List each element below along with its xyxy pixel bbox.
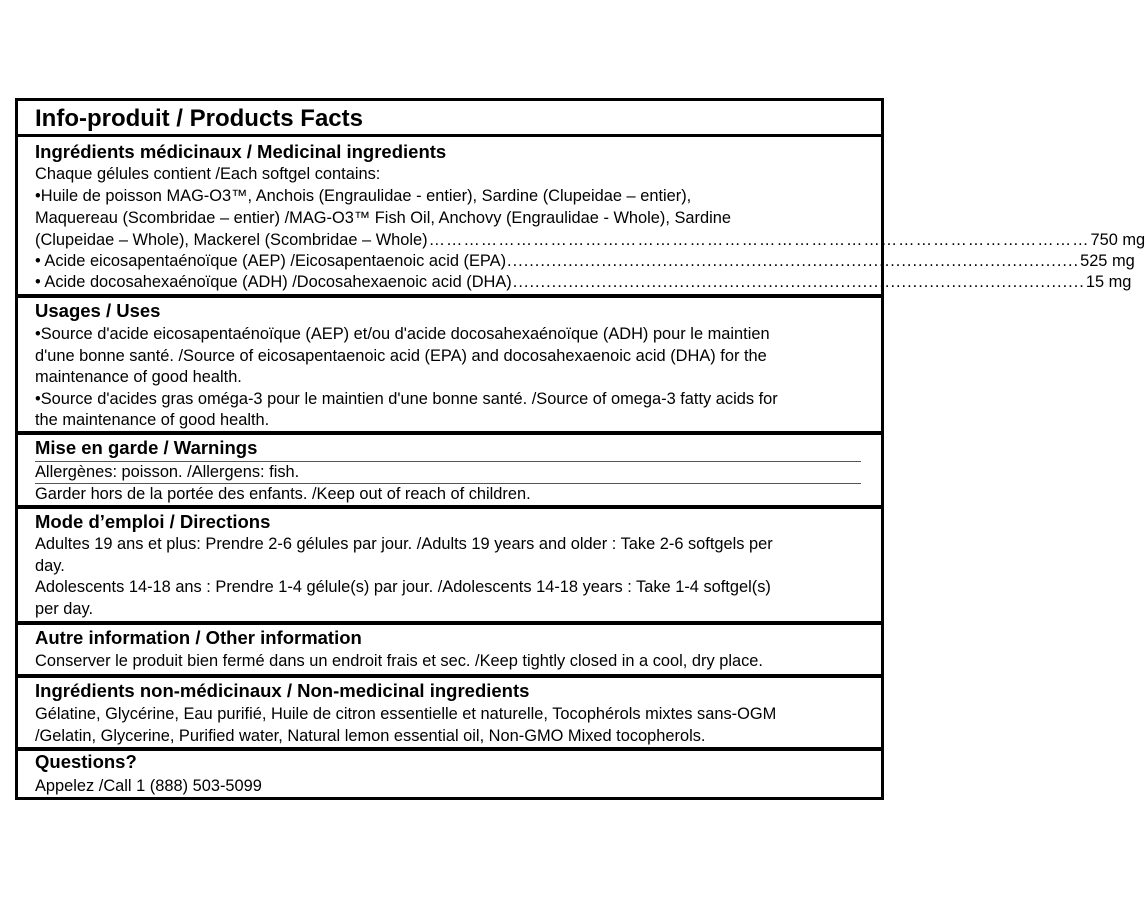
directions-line: day. (35, 557, 65, 575)
dot-leader: ....................................................................................................... (507, 252, 1080, 270)
nonmedicinal-ingredients-heading: Ingrédients non-médicinaux / Non-medicinal ingredients (35, 680, 530, 701)
dot-leader: ....................................................................................................... (512, 273, 1085, 291)
uses-line: •Source d'acides gras oméga-3 pour le maintien d'une bonne santé. /Source of omega-3 fatty acids for (35, 390, 778, 408)
facts-title-row (18, 101, 881, 137)
uses-heading: Usages / Uses (35, 300, 161, 321)
medicinal-ingredients-section (18, 137, 1145, 297)
ingredient-label: (Clupeidae – Whole), Mackerel (Scombridae – Whole) (35, 231, 428, 249)
warnings-line: Garder hors de la portée des enfants. /Keep out of reach of children. (35, 485, 531, 503)
ingredient-row-epa (35, 251, 1135, 271)
medicinal-oil-line: Maquereau (Scombridae – entier) /MAG-O3™ Fish Oil, Anchovy (Engraulidae - Whole), Sardine (35, 209, 731, 227)
ingredient-label: • Acide docosahexaénoïque (ADH) /Docosahexaenoic acid (DHA) (35, 273, 512, 291)
ingredient-amount: 15 mg (1085, 273, 1132, 291)
ingredient-label: • Acide eicosapentaénoïque (AEP) /Eicosapentaenoic acid (EPA) (35, 252, 507, 270)
nonmedicinal-ingredients-section (18, 678, 881, 746)
medicinal-oil-line: •Huile de poisson MAG-O3™, Anchois (Engraulidae - entier), Sardine (Clupeidae – entier), (35, 187, 692, 205)
facts-title: Info-produit / Products Facts (35, 105, 363, 132)
dot-leader: …………………………………………………………………………………………………… (428, 231, 1090, 249)
directions-line: per day. (35, 600, 94, 618)
uses-section (18, 298, 881, 428)
warnings-section (18, 435, 881, 505)
questions-section (18, 751, 881, 797)
other-information-line: Conserver le produit bien fermé dans un endroit frais et sec. /Keep tightly closed in a cool, dry place. (35, 652, 763, 670)
other-information-heading: Autre information / Other information (35, 627, 362, 648)
nonmedicinal-line: /Gelatin, Glycerine, Purified water, Natural lemon essential oil, Non-GMO Mixed tocopherols. (35, 727, 706, 745)
questions-heading: Questions? (35, 751, 137, 772)
other-information-section (18, 625, 881, 671)
ingredient-amount: 750 mg (1090, 231, 1145, 249)
ingredient-row-dha (35, 272, 1132, 292)
directions-heading: Mode d’emploi / Directions (35, 511, 271, 532)
medicinal-ingredients-heading: Ingrédients médicinaux / Medicinal ingredients (35, 141, 447, 162)
uses-line: d'une bonne santé. /Source of eicosapentaenoic acid (EPA) and docosahexaenoic acid (DHA) for the (35, 347, 767, 365)
directions-section (18, 509, 881, 619)
product-facts-panel (15, 98, 1145, 800)
nonmedicinal-line: Gélatine, Glycérine, Eau purifié, Huile de citron essentielle et naturelle, Tocophérols mixtes sans-OGM (35, 705, 777, 723)
warnings-heading: Mise en garde / Warnings (35, 437, 258, 458)
directions-line: Adolescents 14-18 ans : Prendre 1-4 gélule(s) par jour. /Adolescents 14-18 years : Take 1-4 softgel(s) (35, 578, 771, 596)
uses-line: maintenance of good health. (35, 368, 242, 386)
questions-phone: Appelez /Call 1 (888) 503-5099 (35, 777, 262, 795)
ingredient-amount: 525 mg (1080, 252, 1135, 270)
uses-line: the maintenance of good health. (35, 411, 270, 429)
uses-line: •Source d'acide eicosapentaénoïque (AEP) et/ou d'acide docosahexaénoïque (ADH) pour le maintien (35, 325, 770, 343)
ingredient-row-fish-oil (35, 230, 1145, 250)
directions-line: Adultes 19 ans et plus: Prendre 2-6 gélules par jour. /Adults 19 years and older : Take 2-6 softgels per (35, 535, 773, 553)
medicinal-intro: Chaque gélules contient /Each softgel contains: (35, 165, 381, 183)
warnings-line: Allergènes: poisson. /Allergens: fish. (35, 463, 300, 481)
